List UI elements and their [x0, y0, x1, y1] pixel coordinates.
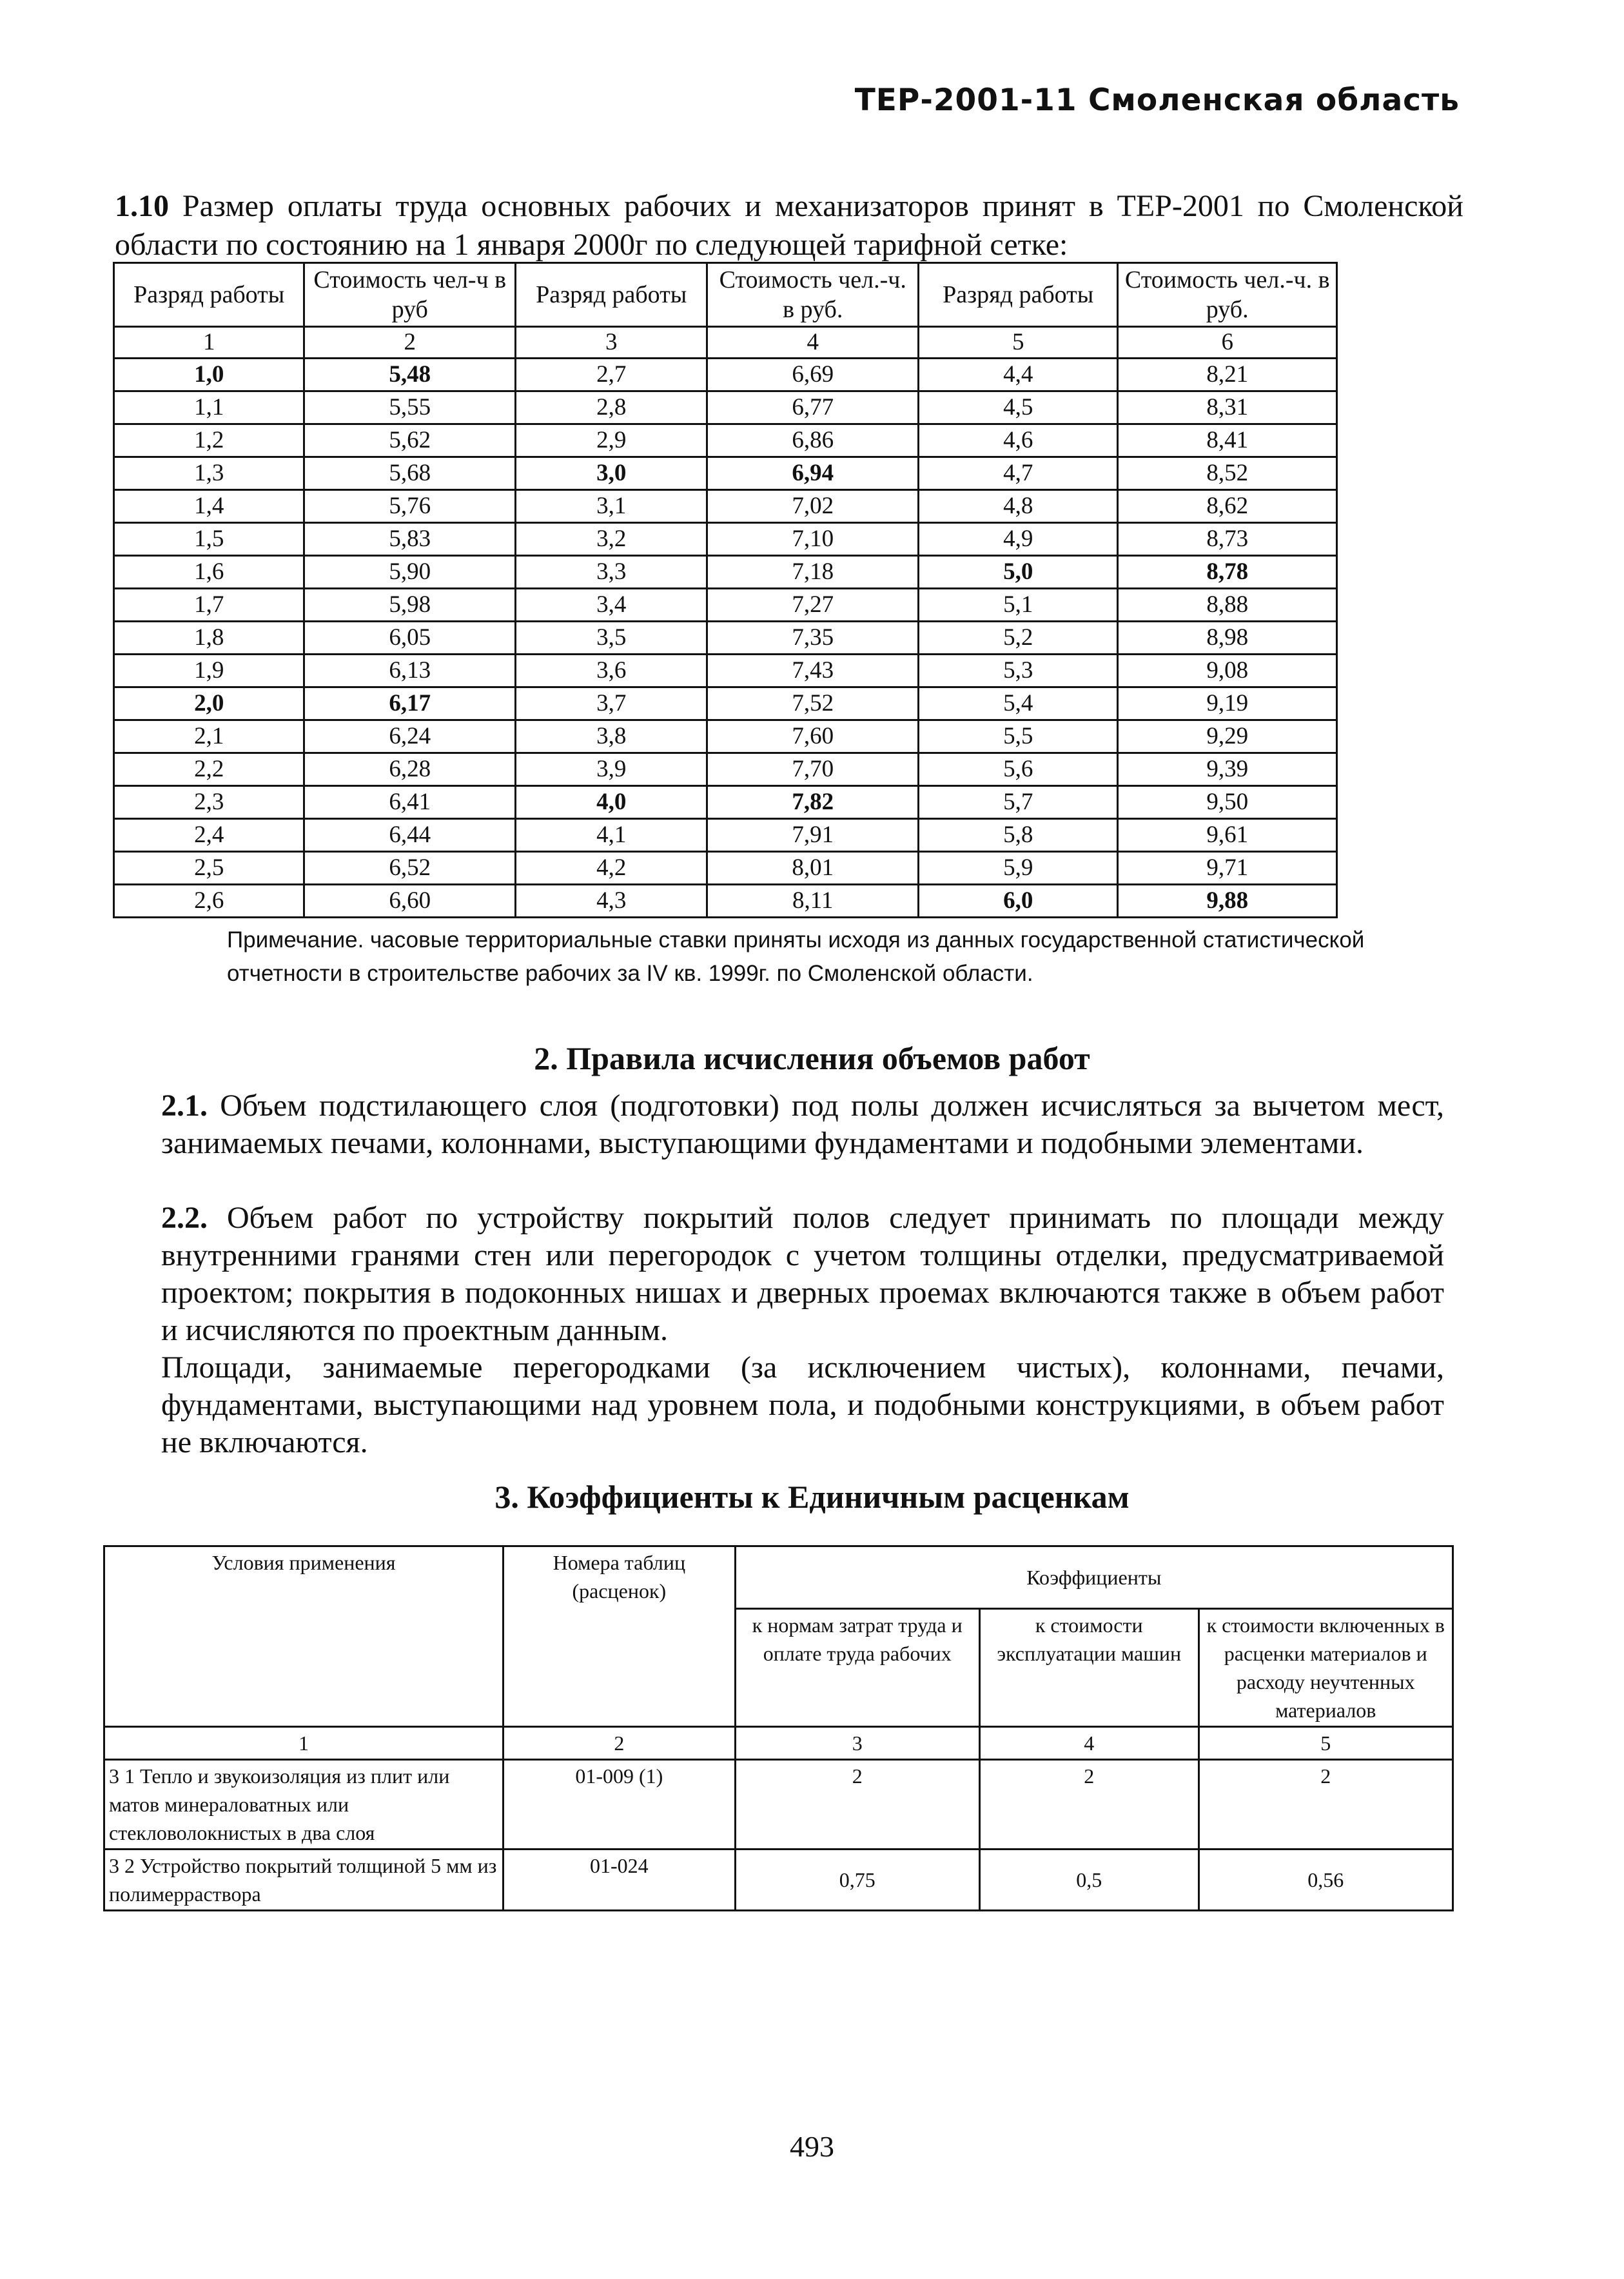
paragraph-2-2-text: Объем работ по устройству покрытий полов следует принимать по площади между внутренними гранями стен или перегородок с учетом толщины отделки, предусматриваемой проектом; покрытия в подоконных нишах и дверных проемах включаются также в объем работ и исчисляются по проектным данным.: [161, 1201, 1444, 1347]
tariff-header-cell: Разряд работы: [114, 263, 304, 327]
tariff-cost-cell: 8,11: [707, 885, 919, 918]
tariff-grade-cell: 2,0: [114, 687, 304, 720]
coef-condition: 3 2 Устройство покрытий толщиной 5 мм из полимерраствора: [104, 1850, 504, 1911]
page-number: 493: [790, 2130, 834, 2163]
tariff-row: [114, 753, 1337, 786]
tariff-grade-cell: 4,8: [919, 490, 1118, 523]
tariff-cost-cell: 6,13: [304, 655, 516, 687]
tariff-index-cell: 6: [1118, 327, 1337, 359]
tariff-cost-cell: 6,69: [707, 359, 919, 391]
coef-row: [104, 1850, 1453, 1911]
coef-materials-value: 0,56: [1198, 1850, 1453, 1911]
section-2-title: 2. Правила исчисления объемов работ: [534, 1040, 1090, 1076]
tariff-cost-cell: 6,28: [304, 753, 516, 786]
tariff-grade-cell: 1,5: [114, 523, 304, 556]
tariff-grade-cell: 3,5: [516, 622, 707, 655]
tariff-index-cell: 5: [919, 327, 1118, 359]
tariff-cost-cell: 8,98: [1118, 622, 1337, 655]
intro-text: Размер оплаты труда основных рабочих и механизаторов принят в ТЕР-2001 по Смоленской области по состоянию на 1 января 2000г по следующей тарифной сетке:: [115, 189, 1463, 262]
tariff-row: [114, 687, 1337, 720]
tariff-cost-cell: 6,86: [707, 424, 919, 457]
coef-index-cell: 4: [979, 1727, 1198, 1760]
tariff-row: [114, 457, 1337, 490]
tariff-grade-cell: 6,0: [919, 885, 1118, 918]
tariff-cost-cell: 9,88: [1118, 885, 1337, 918]
table-note: Примечание. часовые территориальные ставки приняты исходя из данных государственной статистической отчетности в строительстве рабочих за IV кв. 1999г. по Смоленской области.: [227, 927, 1365, 986]
tariff-grade-cell: 2,2: [114, 753, 304, 786]
tariff-cost-cell: 8,62: [1118, 490, 1337, 523]
tariff-grade-cell: 1,3: [114, 457, 304, 490]
tariff-grade-cell: 5,7: [919, 786, 1118, 819]
tariff-grade-cell: 3,4: [516, 589, 707, 622]
coefficients-table: [103, 1545, 1454, 1911]
tariff-cost-cell: 5,76: [304, 490, 516, 523]
tariff-grade-cell: 1,8: [114, 622, 304, 655]
tariff-grade-cell: 2,8: [516, 391, 707, 424]
tariff-cost-cell: 6,60: [304, 885, 516, 918]
coef-header-conditions: Условия применения: [104, 1546, 504, 1727]
tariff-row: [114, 589, 1337, 622]
tariff-cost-cell: 7,70: [707, 753, 919, 786]
paragraph-2-1: [161, 1087, 1444, 1162]
coef-index-cell: 1: [104, 1727, 504, 1760]
tariff-grade-cell: 4,4: [919, 359, 1118, 391]
tariff-grade-cell: 4,3: [516, 885, 707, 918]
tariff-row: [114, 655, 1337, 687]
tariff-row: [114, 786, 1337, 819]
tariff-cost-cell: 8,88: [1118, 589, 1337, 622]
tariff-cost-cell: 7,02: [707, 490, 919, 523]
coef-labor-value: 2: [735, 1760, 979, 1850]
tariff-cost-cell: 6,41: [304, 786, 516, 819]
tariff-grade-cell: 2,4: [114, 819, 304, 852]
tariff-row: [114, 490, 1337, 523]
tariff-header-cell: Разряд работы: [919, 263, 1118, 327]
tariff-cost-cell: 7,35: [707, 622, 919, 655]
tariff-cost-cell: 9,08: [1118, 655, 1337, 687]
tariff-cost-cell: 8,78: [1118, 556, 1337, 589]
tariff-grade-cell: 1,1: [114, 391, 304, 424]
tariff-grade-cell: 5,0: [919, 556, 1118, 589]
coef-machines-value: 2: [979, 1760, 1198, 1850]
tariff-grade-cell: 4,5: [919, 391, 1118, 424]
tariff-grade-cell: 5,8: [919, 819, 1118, 852]
tariff-grade-cell: 4,7: [919, 457, 1118, 490]
tariff-grade-cell: 1,2: [114, 424, 304, 457]
tariff-grade-cell: 1,7: [114, 589, 304, 622]
tariff-grade-cell: 5,1: [919, 589, 1118, 622]
tariff-cost-cell: 8,21: [1118, 359, 1337, 391]
intro-paragraph: [115, 187, 1463, 264]
tariff-cost-cell: 7,27: [707, 589, 919, 622]
coef-table-number: 01-009 (1): [504, 1760, 735, 1850]
tariff-cost-cell: 5,68: [304, 457, 516, 490]
tariff-grade-cell: 2,5: [114, 852, 304, 885]
coef-materials-value: 2: [1198, 1760, 1453, 1850]
coef-labor-value: 0,75: [735, 1850, 979, 1911]
tariff-cost-cell: 6,44: [304, 819, 516, 852]
coef-header-tables: Номера таблиц (расценок): [504, 1546, 735, 1727]
tariff-cost-cell: 9,71: [1118, 852, 1337, 885]
tariff-cost-cell: 8,01: [707, 852, 919, 885]
tariff-grade-cell: 4,1: [516, 819, 707, 852]
tariff-cost-cell: 6,52: [304, 852, 516, 885]
tariff-header-cell: Стоимость чел.-ч. в руб.: [1118, 263, 1337, 327]
tariff-grade-cell: 3,3: [516, 556, 707, 589]
tariff-grade-cell: 3,0: [516, 457, 707, 490]
paragraph-2-1-number: 2.1.: [161, 1089, 208, 1123]
tariff-header-cell: Стоимость чел.-ч. в руб.: [707, 263, 919, 327]
tariff-cost-cell: 8,73: [1118, 523, 1337, 556]
tariff-grade-cell: 5,6: [919, 753, 1118, 786]
tariff-row: [114, 359, 1337, 391]
tariff-cost-cell: 5,55: [304, 391, 516, 424]
section-3-title: 3. Коэффициенты к Единичным расценкам: [494, 1479, 1130, 1515]
tariff-grade-cell: 5,9: [919, 852, 1118, 885]
tariff-header-cell: Разряд работы: [516, 263, 707, 327]
coef-header-materials: к стоимости включенных в расценки материалов и расходу неучтенных материалов: [1198, 1609, 1453, 1727]
tariff-cost-cell: 7,52: [707, 687, 919, 720]
tariff-row: [114, 523, 1337, 556]
tariff-grade-cell: 4,6: [919, 424, 1118, 457]
tariff-cost-cell: 7,18: [707, 556, 919, 589]
tariff-cost-cell: 5,48: [304, 359, 516, 391]
coef-header-row: [104, 1546, 1453, 1609]
coef-condition: 3 1 Тепло и звукоизоляция из плит или матов минераловатных или стекловолокнистых в два слоя: [104, 1760, 504, 1850]
tariff-grade-cell: 2,6: [114, 885, 304, 918]
tariff-cost-cell: 9,50: [1118, 786, 1337, 819]
tariff-grade-cell: 4,2: [516, 852, 707, 885]
coef-header-coefficients: Коэффициенты: [735, 1546, 1453, 1609]
tariff-cost-cell: 5,62: [304, 424, 516, 457]
tariff-index-row: [114, 327, 1337, 359]
tariff-index-cell: 3: [516, 327, 707, 359]
tariff-row: [114, 391, 1337, 424]
tariff-grade-cell: 5,5: [919, 720, 1118, 753]
tariff-cost-cell: 6,17: [304, 687, 516, 720]
tariff-cost-cell: 8,31: [1118, 391, 1337, 424]
tariff-grade-cell: 2,3: [114, 786, 304, 819]
tariff-row: [114, 885, 1337, 918]
tariff-row: [114, 819, 1337, 852]
coef-index-cell: 5: [1198, 1727, 1453, 1760]
tariff-cost-cell: 6,77: [707, 391, 919, 424]
tariff-grade-cell: 1,9: [114, 655, 304, 687]
tariff-grade-cell: 5,2: [919, 622, 1118, 655]
coef-header-machines: к стоимости эксплуатации машин: [979, 1609, 1198, 1727]
tariff-row: [114, 852, 1337, 885]
tariff-index-cell: 4: [707, 327, 919, 359]
paragraph-2-1-text: Объем подстилающего слоя (подготовки) под полы должен исчисляться за вычетом мест, занимаемых печами, колоннами, выступающими фундаментами и подобными элементами.: [161, 1089, 1444, 1160]
tariff-row: [114, 424, 1337, 457]
coef-header-labor: к нормам затрат труда и оплате труда рабочих: [735, 1609, 979, 1727]
tariff-grade-cell: 2,9: [516, 424, 707, 457]
tariff-grade-cell: 5,3: [919, 655, 1118, 687]
tariff-grade-cell: 1,4: [114, 490, 304, 523]
tariff-grade-cell: 4,0: [516, 786, 707, 819]
coef-row: [104, 1760, 1453, 1850]
paragraph-2-3: Площади, занимаемые перегородками (за исключением чистых), колоннами, печами, фундаментами, выступающими над уровнем пола, и подобными конструкциями, в объем работ не включаются.: [161, 1350, 1444, 1459]
tariff-table: [113, 262, 1338, 918]
tariff-index-cell: 1: [114, 327, 304, 359]
tariff-cost-cell: 5,98: [304, 589, 516, 622]
tariff-grade-cell: 3,1: [516, 490, 707, 523]
coef-index-row: [104, 1727, 1453, 1760]
tariff-grade-cell: 1,6: [114, 556, 304, 589]
coef-index-cell: 3: [735, 1727, 979, 1760]
tariff-cost-cell: 9,19: [1118, 687, 1337, 720]
tariff-index-cell: 2: [304, 327, 516, 359]
paragraph-2-2: [161, 1199, 1444, 1349]
tariff-cost-cell: 9,39: [1118, 753, 1337, 786]
tariff-row: [114, 720, 1337, 753]
tariff-header-cell: Стоимость чел-ч в руб: [304, 263, 516, 327]
tariff-cost-cell: 7,43: [707, 655, 919, 687]
coef-index-cell: 2: [504, 1727, 735, 1760]
tariff-cost-cell: 8,52: [1118, 457, 1337, 490]
tariff-grade-cell: 3,6: [516, 655, 707, 687]
tariff-grade-cell: 4,9: [919, 523, 1118, 556]
tariff-cost-cell: 6,24: [304, 720, 516, 753]
coef-table-number: 01-024: [504, 1850, 735, 1911]
page-header: ТЕР-2001-11 Смоленская область: [854, 83, 1460, 118]
tariff-cost-cell: 8,41: [1118, 424, 1337, 457]
intro-number: 1.10: [115, 189, 169, 223]
tariff-cost-cell: 7,91: [707, 819, 919, 852]
tariff-cost-cell: 7,60: [707, 720, 919, 753]
tariff-row: [114, 622, 1337, 655]
tariff-grade-cell: 3,7: [516, 687, 707, 720]
tariff-row: [114, 556, 1337, 589]
tariff-header-row: [114, 263, 1337, 327]
tariff-cost-cell: 9,29: [1118, 720, 1337, 753]
tariff-grade-cell: 2,7: [516, 359, 707, 391]
tariff-grade-cell: 2,1: [114, 720, 304, 753]
tariff-grade-cell: 5,4: [919, 687, 1118, 720]
tariff-grade-cell: 3,8: [516, 720, 707, 753]
tariff-grade-cell: 3,9: [516, 753, 707, 786]
tariff-cost-cell: 6,94: [707, 457, 919, 490]
tariff-cost-cell: 7,82: [707, 786, 919, 819]
tariff-cost-cell: 7,10: [707, 523, 919, 556]
tariff-grade-cell: 1,0: [114, 359, 304, 391]
tariff-cost-cell: 9,61: [1118, 819, 1337, 852]
paragraph-2-2-number: 2.2.: [161, 1201, 208, 1235]
tariff-cost-cell: 5,90: [304, 556, 516, 589]
tariff-cost-cell: 6,05: [304, 622, 516, 655]
coef-machines-value: 0,5: [979, 1850, 1198, 1911]
tariff-cost-cell: 5,83: [304, 523, 516, 556]
tariff-grade-cell: 3,2: [516, 523, 707, 556]
